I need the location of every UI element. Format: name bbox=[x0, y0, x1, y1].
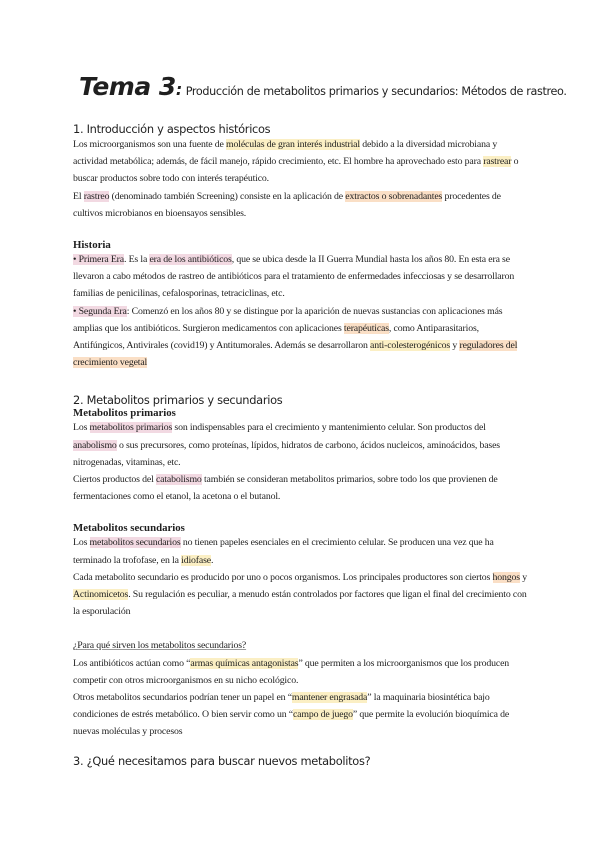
highlight: • Segunda Era bbox=[73, 305, 127, 317]
section3-heading: 3. ¿Qué necesitamos para buscar nuevos metabolitos? bbox=[73, 753, 371, 768]
highlight: terapéuticas bbox=[343, 322, 389, 334]
historia-era-1: • Primera Era. Es la era de los antibióticos, que se ubica desde la II Guerra Mundial hasta los años 80. En esta era se llevaron a cabo métodos de rastreo de antibióticos para el tratamiento de enfermedades infecciosas y se desarrollaron familias de penicilinas, cefalosporinas, tetraciclinas, etc. bbox=[73, 254, 515, 300]
title-colon: : bbox=[175, 80, 182, 99]
highlight: • Primera Era bbox=[73, 254, 124, 266]
highlight: metabolitos secundarios bbox=[89, 537, 181, 549]
para-que-question: ¿Para qué sirven los metabolitos secundarios? bbox=[73, 640, 247, 652]
highlight: idiofase bbox=[181, 554, 211, 566]
historia-heading: Historia bbox=[73, 239, 111, 252]
highlight: metabolitos primarios bbox=[89, 422, 173, 434]
primarios-paragraph-2: Ciertos productos del catabolismo también se consideran metabolitos primarios, sobre todo los que provienen de fermentaciones como el etanol, la acetona o el butanol. bbox=[73, 474, 498, 503]
title-tema: Tema 3 bbox=[79, 72, 176, 101]
secundarios-heading: Metabolitos secundarios bbox=[73, 522, 185, 535]
section1-paragraph-1: Los microorganismos son una fuente de moléculas de gran interés industrial debido a la diversidad microbiana y actividad metabólica; además, de fácil manejo, rápido crecimiento, etc. El hombre ha aprovechado esto para rastrear o buscar productos sobre todo con interés terapéutico. bbox=[73, 139, 519, 185]
highlight: armas químicas antagonistas bbox=[190, 657, 299, 669]
section1-paragraph-2: El rastreo (denominado también Screening) consiste en la aplicación de extractos o sobrenadantes procedentes de cultivos microbianos en bioensayos sensibles. bbox=[73, 190, 501, 219]
para-que-paragraph-1: Los antibióticos actúan como “armas químicas antagonistas” que permiten a los microorganismos que los producen competir con otros microorganismos en su nicho ecológico. bbox=[73, 657, 510, 686]
highlight: moléculas de gran interés industrial bbox=[226, 139, 360, 150]
highlight: catabolismo bbox=[155, 474, 202, 486]
primarios-paragraph-1: Los metabolitos primarios son indispensables para el crecimiento y mantenimiento celular. Son productos del anabolismo o sus precursores, como proteínas, lípidos, hidratos de carbono, ácidos nucleicos, aminoácidos, bases nitrogenadas, vitaminas, etc. bbox=[73, 422, 500, 468]
primarios-heading: Metabolitos primarios bbox=[73, 407, 176, 420]
highlight: extractos o sobrenadantes bbox=[345, 190, 443, 202]
highlight: campo de juego bbox=[292, 709, 353, 721]
section2-heading: 2. Metabolitos primarios y secundarios bbox=[73, 393, 283, 408]
highlight: hongos bbox=[492, 571, 520, 583]
highlight: anabolismo bbox=[73, 439, 117, 451]
highlight: Actinomicetos bbox=[73, 589, 129, 601]
highlight: rastreo bbox=[83, 190, 110, 202]
document-title bbox=[79, 72, 567, 102]
highlight: era de los antibióticos bbox=[149, 254, 232, 266]
highlight: reguladores del crecimiento vegetal bbox=[73, 340, 518, 369]
title-subtitle: Producción de metabolitos primarios y secundarios: Métodos de rastreo. bbox=[185, 85, 567, 98]
para-que-paragraph-2: Otros metabolitos secundarios podrían tener un papel en “mantener engrasada” la maquinaria biosintética bajo condiciones de estrés metabólico. O bien servir como un “campo de juego” que permite la evolución bioquímica de nuevas moléculas y procesos bbox=[73, 692, 510, 738]
highlight: mantener engrasada bbox=[291, 692, 368, 704]
secundarios-paragraph-2: Cada metabolito secundario es producido por uno o pocos organismos. Los principales productores son ciertos hongos y Actinomicetos. Su regulación es peculiar, a menudo están controlados por factores que ligan el final del crecimiento con la esporulación bbox=[73, 571, 527, 618]
historia-era-2: • Segunda Era: Comenzó en los años 80 y se distingue por la aparición de nuevas sustancias con aplicaciones más amplias que los antibióticos. Surgieron medicamentos con aplicaciones terapéuticas, como Antiparasitarios, Antifúngicos, Antivirales (covid19) y Antitumorales. Además se desarrollaron anti-colesterogénicos y reguladores del crecimiento vegetal bbox=[73, 305, 518, 369]
section1-heading: 1. Introducción y aspectos históricos bbox=[73, 122, 271, 136]
highlight: anti-colesterogénicos bbox=[370, 340, 451, 352]
highlight: rastrear bbox=[483, 156, 512, 168]
secundarios-paragraph-1: Los metabolitos secundarios no tienen papeles esenciales en el crecimiento celular. Se producen una vez que ha terminado la trofofase, en la idiofase. bbox=[73, 537, 494, 566]
